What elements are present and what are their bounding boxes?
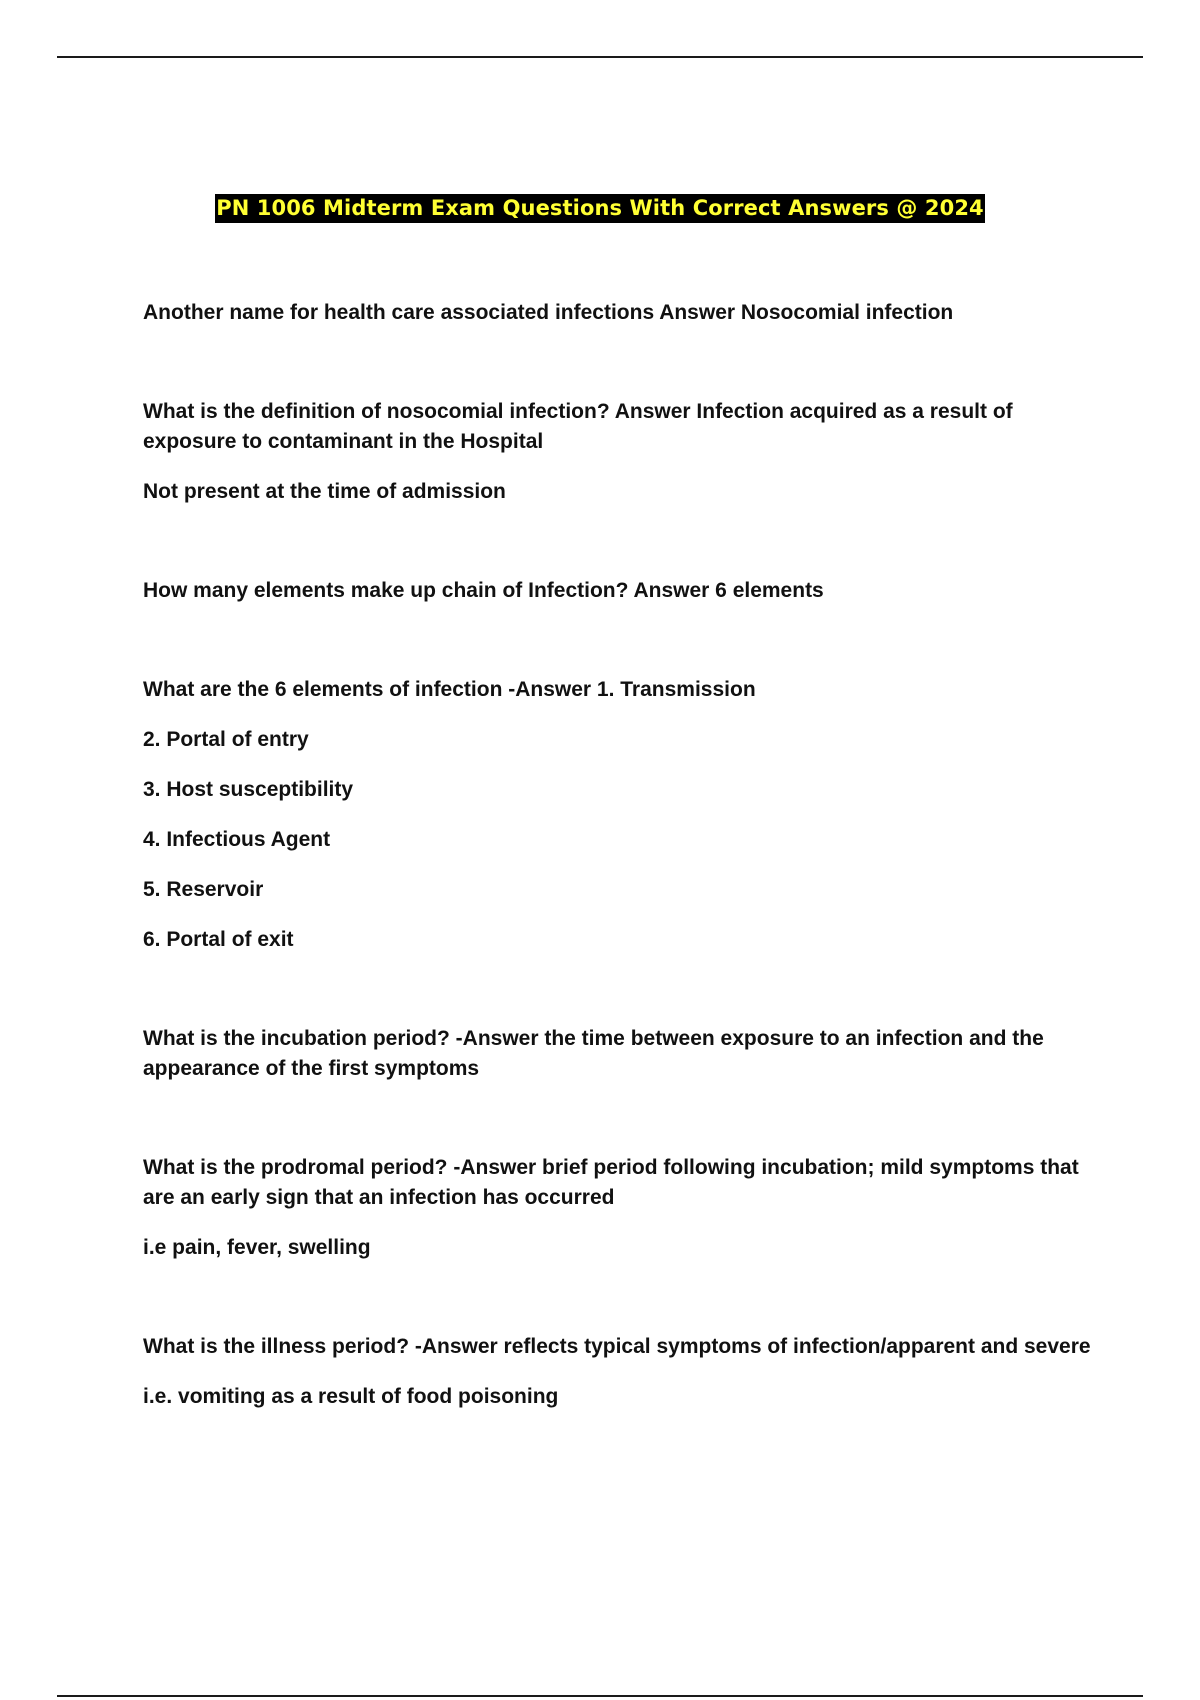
qa-line: i.e. vomiting as a result of food poisoning bbox=[143, 1385, 559, 1408]
bottom-divider bbox=[57, 1695, 1143, 1697]
qa-block bbox=[143, 675, 1103, 955]
qa-line: How many elements make up chain of Infection? Answer 6 elements bbox=[143, 579, 824, 602]
qa-block bbox=[143, 1332, 1103, 1412]
qa-line: What is the prodromal period? -Answer brief period following incubation; mild symptoms that are an early sign that an infection has occurred bbox=[143, 1156, 1079, 1209]
qa-line: What is the definition of nosocomial infection? Answer Infection acquired as a result of exposure to contaminant in the Hospital bbox=[143, 400, 1013, 453]
qa-line: Another name for health care associated infections Answer Nosocomial infection bbox=[143, 301, 954, 324]
qa-line: What are the 6 elements of infection -Answer 1. Transmission bbox=[143, 678, 756, 701]
qa-line: Not present at the time of admission bbox=[143, 480, 506, 503]
qa-block bbox=[143, 298, 1103, 328]
document-title: PN 1006 Midterm Exam Questions With Correct Answers @ 2024 bbox=[215, 194, 985, 223]
list-item: 3. Host susceptibility bbox=[143, 778, 354, 801]
qa-line: What is the incubation period? -Answer the time between exposure to an infection and the appearance of the first symptoms bbox=[143, 1027, 1044, 1080]
qa-block bbox=[143, 576, 1103, 606]
qa-block bbox=[143, 1153, 1103, 1263]
list-item: 4. Infectious Agent bbox=[143, 828, 331, 851]
qa-block bbox=[143, 1024, 1103, 1084]
title-container bbox=[0, 194, 1200, 223]
top-divider bbox=[57, 56, 1143, 58]
qa-block bbox=[143, 397, 1103, 507]
qa-line: What is the illness period? -Answer reflects typical symptoms of infection/apparent and severe bbox=[143, 1335, 1091, 1358]
list-item: 6. Portal of exit bbox=[143, 928, 294, 951]
list-item: 2. Portal of entry bbox=[143, 728, 309, 751]
qa-line: i.e pain, fever, swelling bbox=[143, 1236, 371, 1259]
list-item: 5. Reservoir bbox=[143, 878, 264, 901]
qa-content bbox=[143, 298, 1103, 1412]
